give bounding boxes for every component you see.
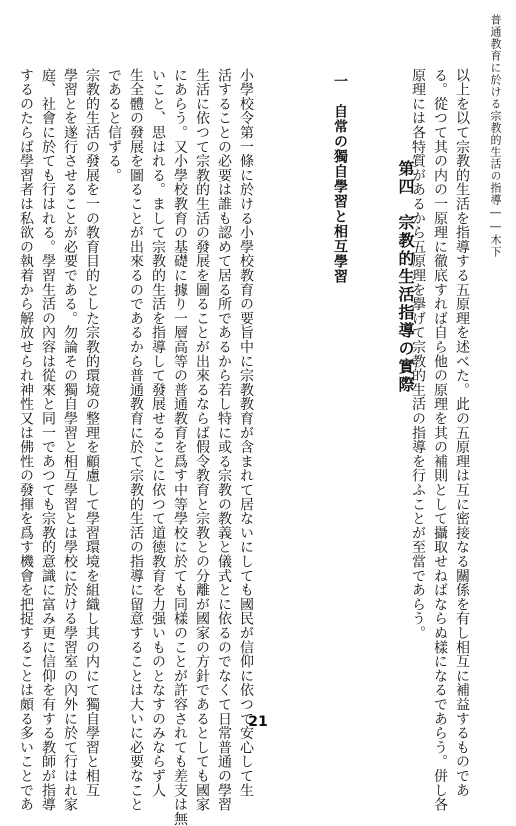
text-column: であると信ずる。 (106, 68, 122, 183)
text-column: 活することの必要は誰も認めて居る所であるから若し特に或る宗教の教義と儀式とに依るのでなくて日常普通の學習 (216, 68, 232, 812)
text-column: するのたらば學習者は私欲の執着から解放せられ神性又は佛性の發揮を爲す機會を把捉することは頗る多いことであ (18, 68, 34, 812)
text-column: にあらう。又小學校教育の基礎に據り一層高等の普通教育を爲す中等學校に於ても同樣のことが許容されても差支は無 (172, 68, 188, 826)
text-column: 宗教的生活の發展を一の教育目的とした宗教的環境の整理を顧慮して學習環境を組織し其の内にて獨自學習と相互 (84, 68, 100, 798)
text-column: 小學校令第一條に於ける小學校教育の要旨中に宗教教育が含まれて居ないにしても國民が信仰に依つて安心して生 (238, 68, 254, 798)
text-column: 生活に依つて宗教的生活の發展を圖ることが出來るならば假令教育と宗教との分離が國家の方針であるとしても國家 (194, 68, 210, 812)
text-column: 學習とを遂行させることが必要である。勿論その獨自學習と相互學習とは學校に於ける學習室の內外に於て行はれ家 (62, 68, 78, 812)
text-column: 以上を以て宗教的生活を指導する五原理を述べた。此の五原理は互に密接なる關係を有し相互に補益するものであ (454, 68, 470, 798)
page-number: 21 (248, 714, 268, 730)
text-column: る。從つて其の内の一原理に徹底すれば自ら他の原理を其の補則として攝取せねばならぬ樣になるであらう。併し各 (432, 68, 448, 812)
chapter-title: 第四 宗教的生活指導の實際 (396, 160, 415, 394)
running-head: 普通教育に於ける宗教的生活の指導――木下 (489, 14, 502, 258)
text-column: いこと、思はれる。まして宗教的生活を指導して發展せることに依つて道徳教育を力强いものとなすのみならず人 (150, 68, 166, 798)
text-column: 原理には各特質があるから五原理を擧げて宗教的生活の指導を行ふことが至當であらう。 (410, 68, 426, 640)
text-column: 庭、社會に於ても行はれる。學習生活の內容は從來と同一であつても宗教的意識に富み更に信仰を有する教師が指導 (40, 68, 56, 812)
text-column: 生全體の發展を圖ることが出來るのであるから普通教育に於て宗教的生活の指導に留意することは大いに必要なこと (128, 68, 144, 812)
section-title: 一 自常の獨自學習と相互學習 (332, 74, 348, 284)
